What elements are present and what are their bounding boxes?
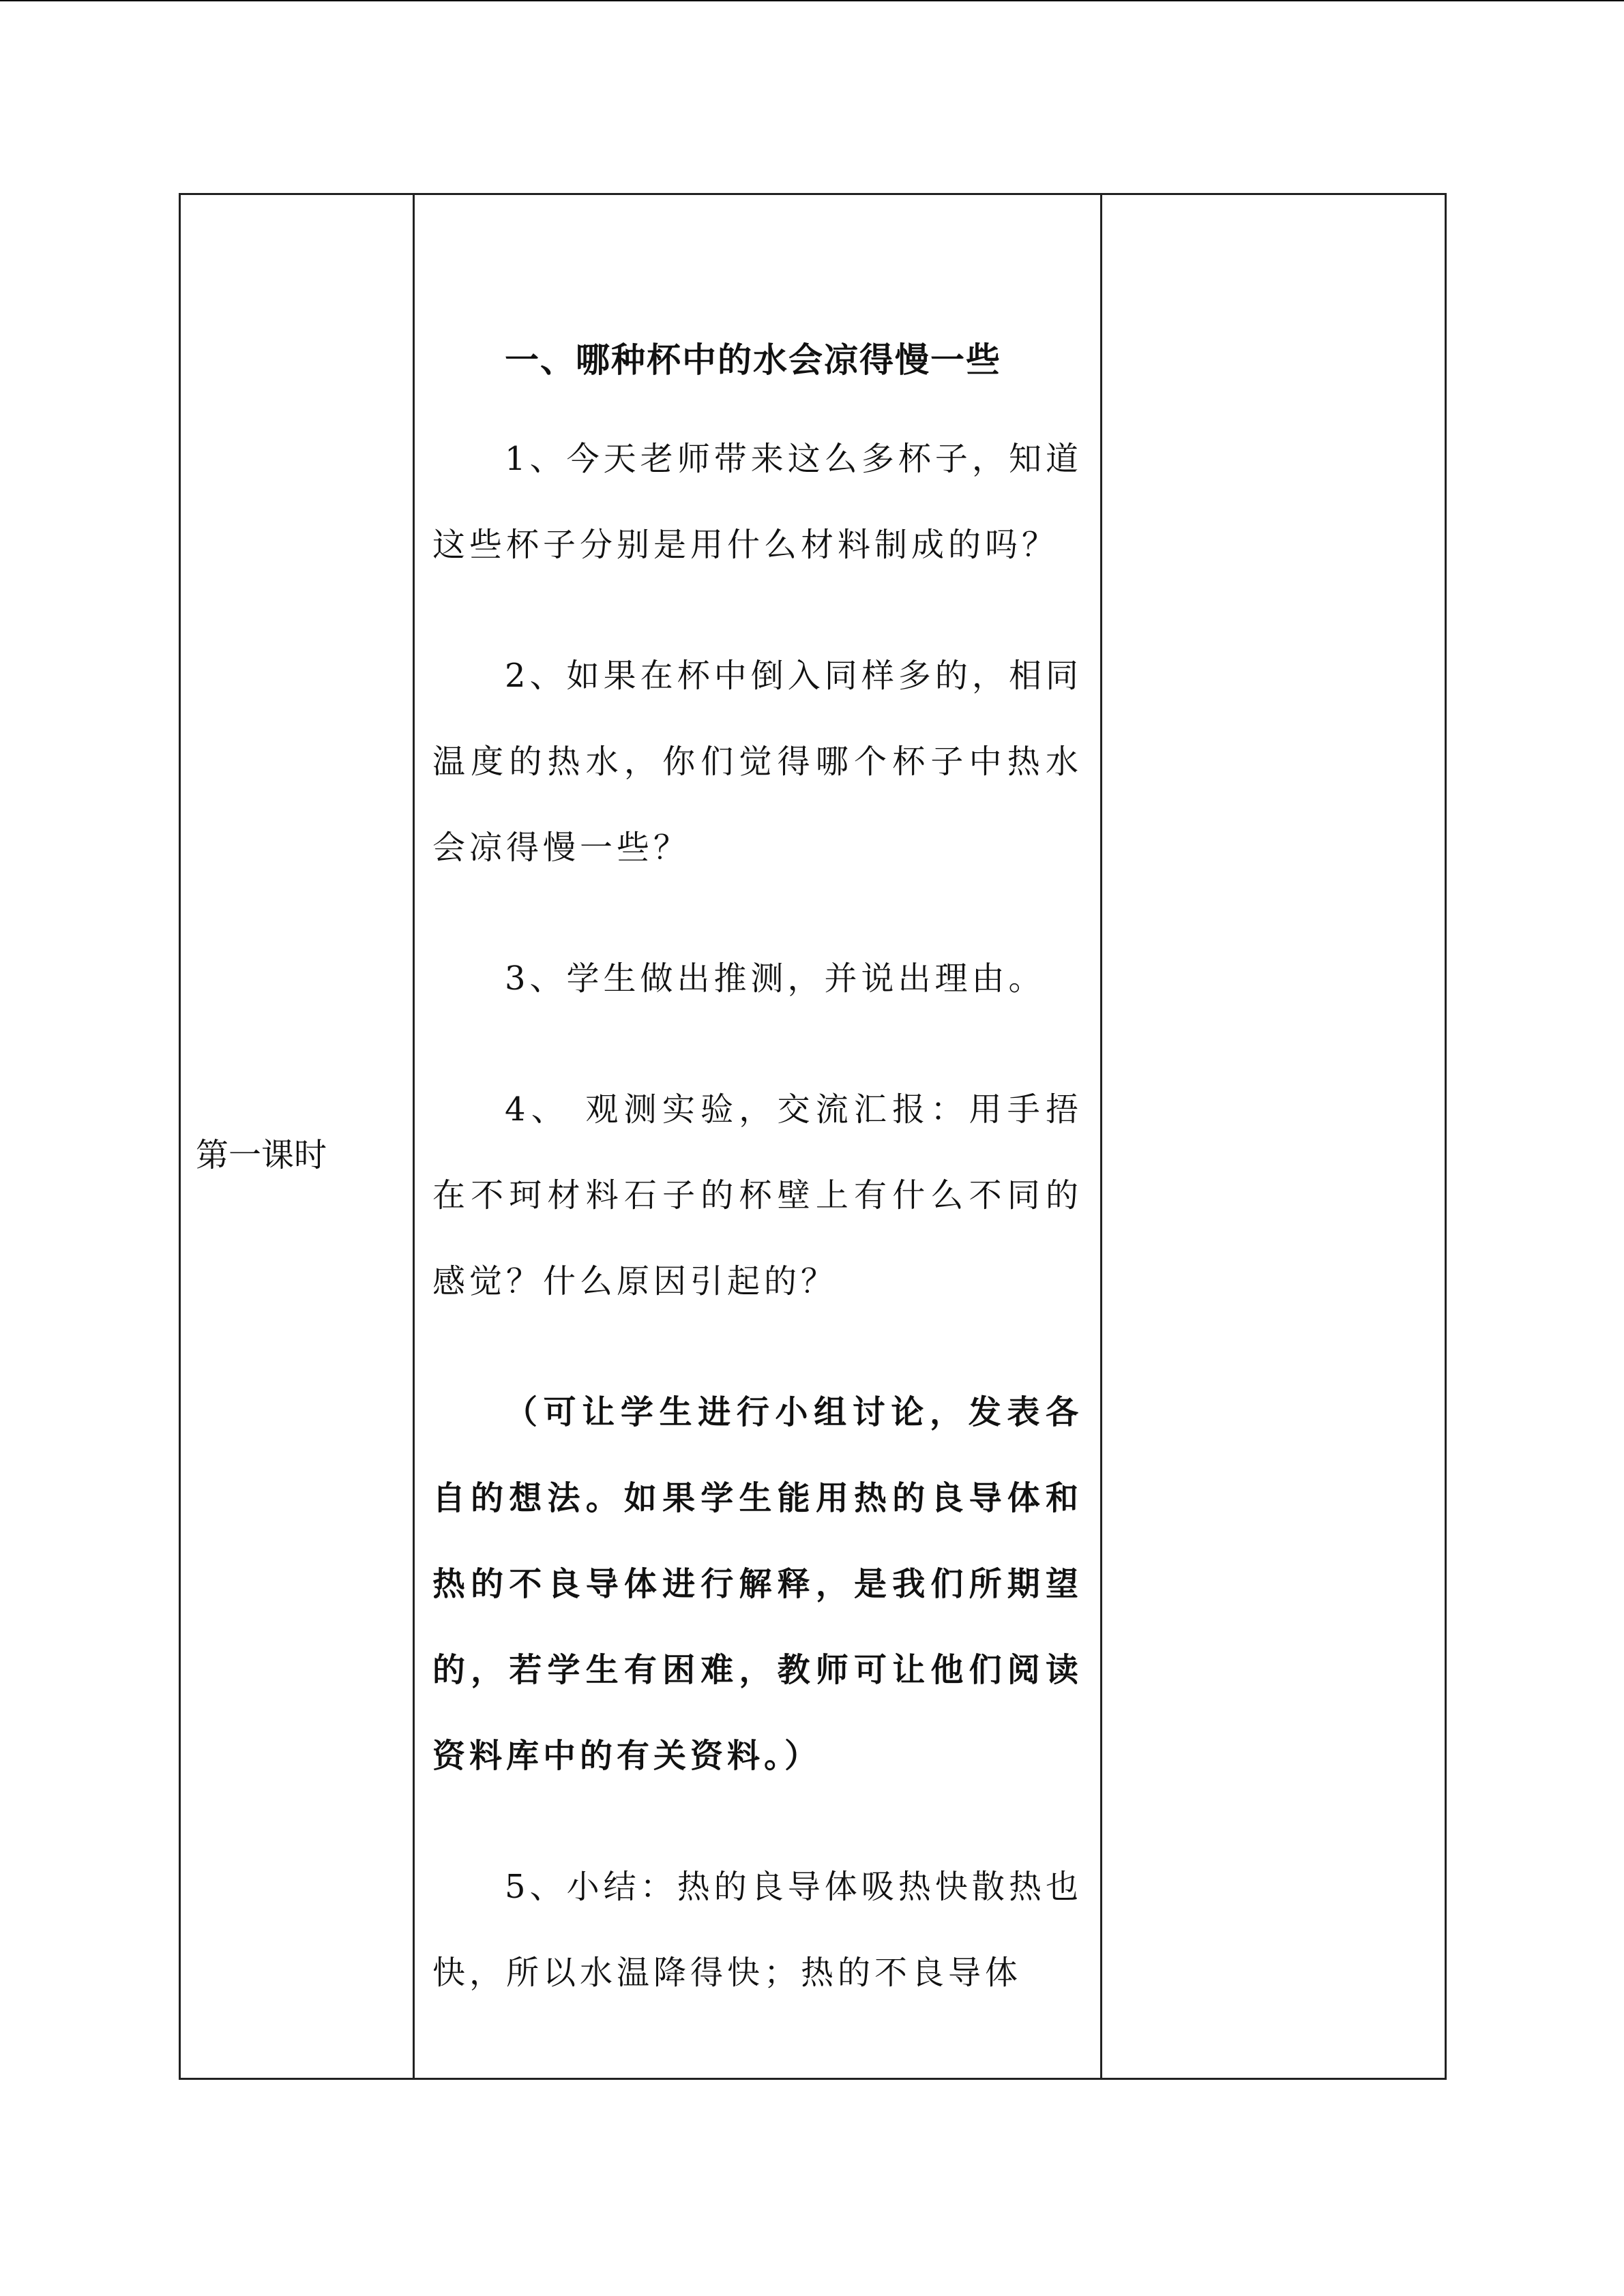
lesson-plan-table: [179, 193, 1447, 2080]
period-label: 第一课时: [196, 1137, 327, 1174]
content-column: [415, 195, 1102, 2078]
paragraph-4: 4、 观测实验，交流汇报：用手捂在不珂材料石子的杯壁上有什么不同的感觉？什么原因引起的？: [432, 1090, 1082, 1300]
paragraph-5-summary: 5、小结：热的良导体吸热快散热也快，所以水温降得快；热的不良导体: [432, 1868, 1082, 1992]
paragraph-1: 1、今天老师带来这么多杯子，知道这些杯子分别是用什么材料制成的吗？: [432, 440, 1082, 564]
notes-column: [1102, 195, 1445, 2078]
teaching-note-paragraph: （可让学生进行小组讨论，发表各自的想法。如果学生能用热的良导体和热的不良导体进行解释，是我们所期望的，若学生有困难，教师可让他们阅读资料库中的有关资料。）: [432, 1393, 1082, 1775]
section-heading: 一、哪种杯中的水会凉得慢一些: [505, 340, 1001, 380]
content-body: [415, 195, 1100, 2016]
paragraph-3: 3、学生做出推测，并说出理由。: [505, 959, 1046, 998]
paragraph-2: 2、如果在杯中倒入同样多的，相同温度的热水，你们觉得哪个杯子中热水会凉得慢一些？: [432, 657, 1082, 867]
period-column: [181, 195, 415, 2078]
page-top-border: [0, 0, 1624, 1]
